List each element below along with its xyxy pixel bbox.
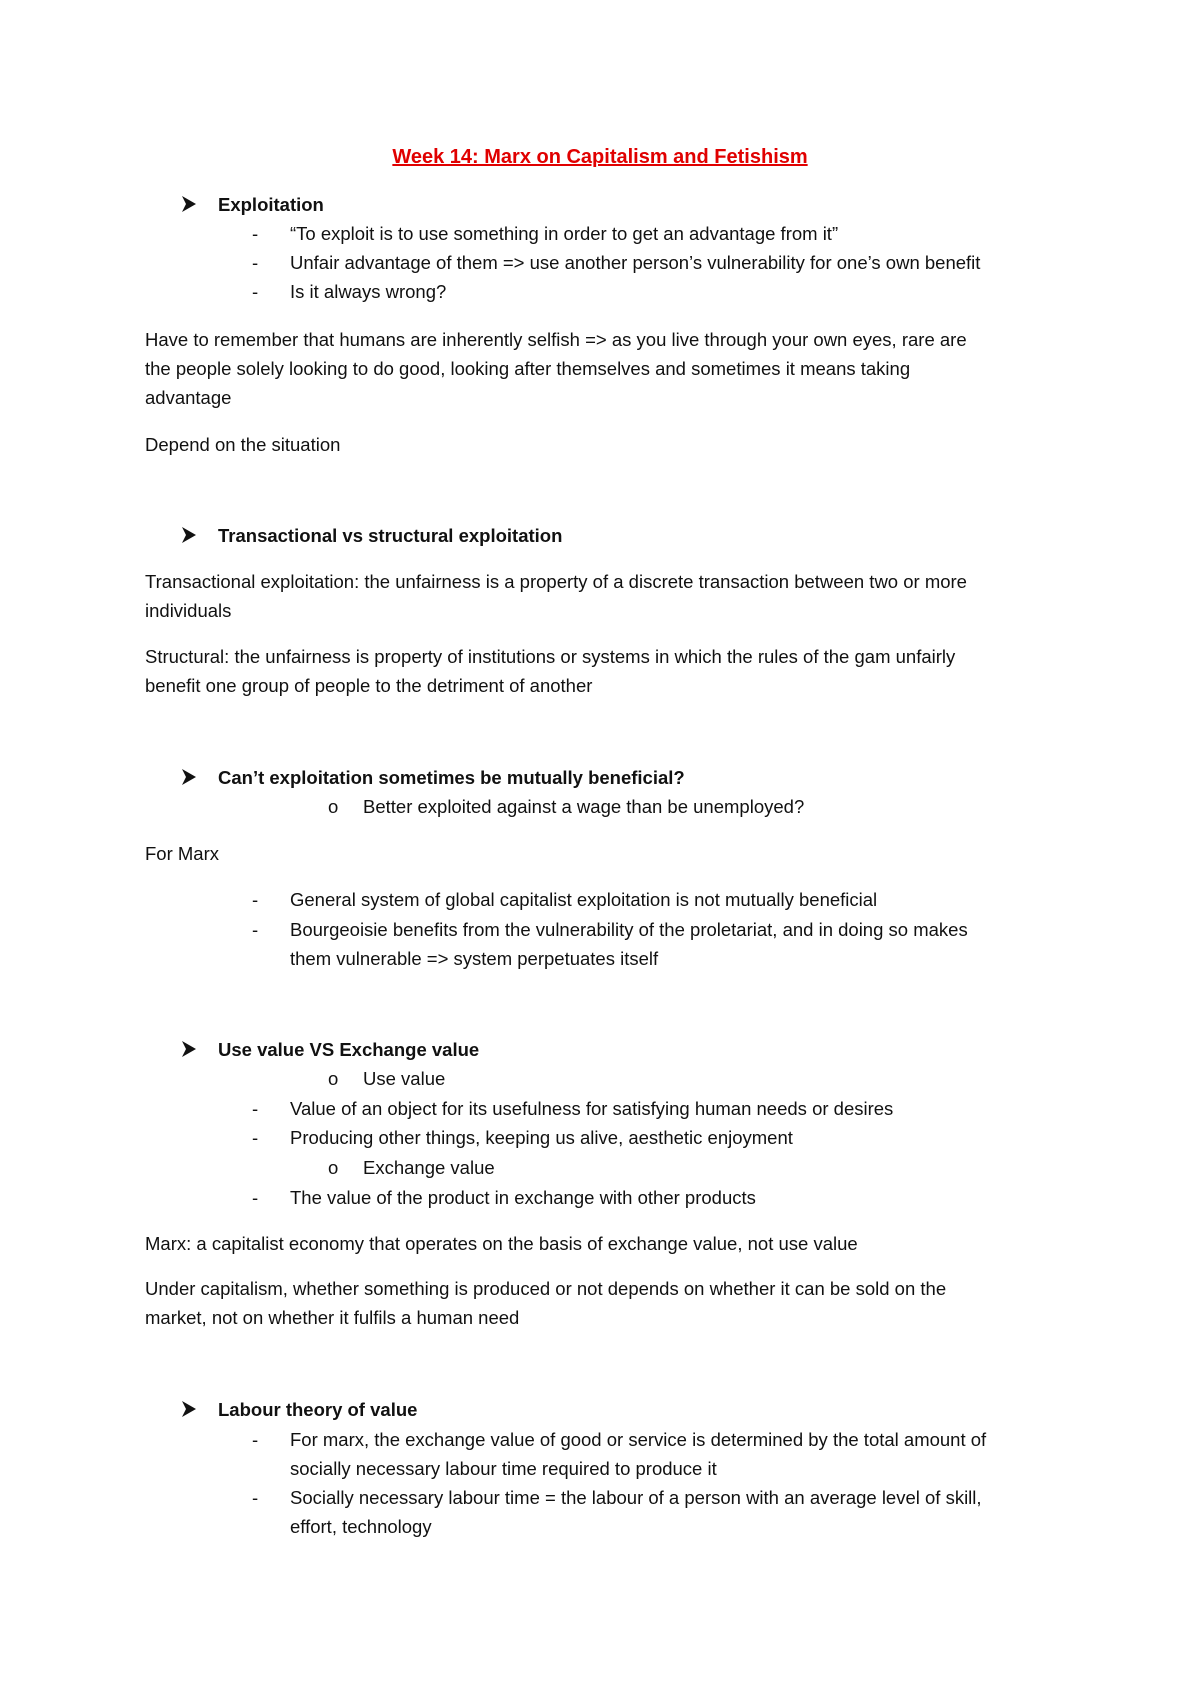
dash-bullet: -	[252, 889, 259, 910]
circle-bullet: o	[328, 796, 339, 817]
dash-bullet: -	[252, 1098, 259, 1119]
paragraph-line: Marx: a capitalist economy that operates on the basis of exchange value, not use value	[145, 1233, 858, 1254]
paragraph-line: Structural: the unfairness is property of institutions or systems in which the rules of the gam unfairly	[145, 646, 956, 667]
paragraph-line: For Marx	[145, 843, 219, 864]
list-item: Producing other things, keeping us alive, aesthetic enjoyment	[290, 1127, 793, 1148]
dash-bullet: -	[252, 1487, 259, 1508]
section-heading-transactional: Transactional vs structural exploitation	[218, 525, 563, 546]
arrow-bullet-icon	[181, 195, 197, 213]
list-item: Better exploited against a wage than be unemployed?	[363, 796, 805, 817]
list-item: Unfair advantage of them => use another person’s vulnerability for one’s own benefit	[290, 252, 981, 273]
arrow-bullet-icon	[181, 768, 197, 786]
list-item: Bourgeoisie benefits from the vulnerability of the proletariat, and in doing so makes	[290, 919, 968, 940]
dash-bullet: -	[252, 281, 259, 302]
paragraph-line: Have to remember that humans are inherently selfish => as you live through your own eyes, rare are	[145, 329, 967, 350]
paragraph-line: benefit one group of people to the detriment of another	[145, 675, 593, 696]
dash-bullet: -	[252, 1429, 259, 1450]
dash-bullet: -	[252, 1127, 259, 1148]
list-item: General system of global capitalist exploitation is not mutually beneficial	[290, 889, 878, 910]
section-heading-mutual: Can’t exploitation sometimes be mutually beneficial?	[218, 767, 685, 788]
list-item: Use value	[363, 1068, 446, 1089]
circle-bullet: o	[328, 1157, 339, 1178]
dash-bullet: -	[252, 1187, 259, 1208]
arrow-bullet-icon	[181, 1400, 197, 1418]
paragraph-line: individuals	[145, 600, 232, 621]
page-title: Week 14: Marx on Capitalism and Fetishism	[392, 146, 808, 168]
list-item: Exchange value	[363, 1157, 495, 1178]
paragraph-line: Transactional exploitation: the unfairness is a property of a discrete transaction between two or more	[145, 571, 967, 592]
section-heading-exploitation: Exploitation	[218, 194, 324, 215]
list-item: Is it always wrong?	[290, 281, 447, 302]
circle-bullet: o	[328, 1068, 339, 1089]
dash-bullet: -	[252, 919, 259, 940]
list-item-continuation: socially necessary labour time required to produce it	[290, 1458, 717, 1479]
section-heading-value: Use value VS Exchange value	[218, 1039, 480, 1060]
section-heading-labour: Labour theory of value	[218, 1399, 418, 1420]
paragraph-line: Under capitalism, whether something is produced or not depends on whether it can be sold on the	[145, 1278, 947, 1299]
list-item: Socially necessary labour time = the labour of a person with an average level of skill,	[290, 1487, 982, 1508]
arrow-bullet-icon	[181, 1040, 197, 1058]
paragraph-line: Depend on the situation	[145, 434, 341, 455]
list-item: For marx, the exchange value of good or service is determined by the total amount of	[290, 1429, 987, 1450]
paragraph-line: the people solely looking to do good, looking after themselves and sometimes it means taking	[145, 358, 911, 379]
list-item: The value of the product in exchange with other products	[290, 1187, 756, 1208]
list-item: “To exploit is to use something in order to get an advantage from it”	[290, 223, 839, 244]
list-item: Value of an object for its usefulness for satisfying human needs or desires	[290, 1098, 894, 1119]
paragraph-line: advantage	[145, 387, 232, 408]
paragraph-line: market, not on whether it fulfils a human need	[145, 1307, 520, 1328]
list-item-continuation: them vulnerable => system perpetuates itself	[290, 948, 659, 969]
list-item-continuation: effort, technology	[290, 1516, 432, 1537]
arrow-bullet-icon	[181, 526, 197, 544]
dash-bullet: -	[252, 223, 259, 244]
dash-bullet: -	[252, 252, 259, 273]
